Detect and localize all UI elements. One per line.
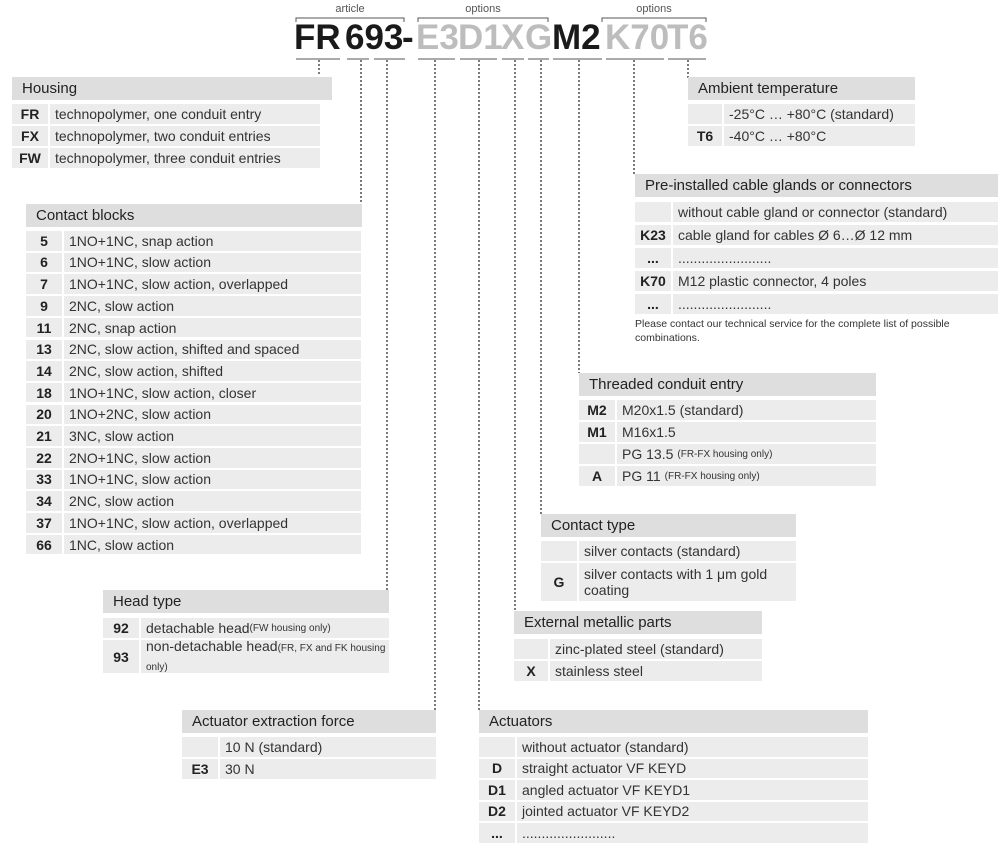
code-segment-metallic-parts: X xyxy=(501,18,525,57)
contact-block-row xyxy=(26,231,361,251)
option-code: D2 xyxy=(479,802,515,822)
option-code: D xyxy=(479,759,515,779)
cable-gland-row xyxy=(635,225,998,245)
option-text xyxy=(617,422,876,442)
conduit-entry-row xyxy=(579,400,876,420)
contact-block-row xyxy=(26,448,361,468)
option-code: X xyxy=(514,661,548,681)
option-code: ... xyxy=(635,248,671,268)
option-text-main: detachable head xyxy=(146,620,250,636)
option-code: 14 xyxy=(26,361,62,381)
option-text xyxy=(617,466,876,486)
actuators-title: Actuators xyxy=(479,710,868,733)
option-text: -25°C … +80°C (standard) xyxy=(724,104,915,124)
extraction-force-title: Actuator extraction force xyxy=(182,710,436,733)
cable-glands-title: Pre-installed cable glands or connectors xyxy=(635,174,998,197)
code-segment-article: 693 xyxy=(345,18,404,57)
option-text: silver contacts (standard) xyxy=(579,541,796,561)
option-code: FR xyxy=(12,104,48,124)
option-text xyxy=(141,618,389,638)
option-code: 20 xyxy=(26,405,62,425)
actuator-row xyxy=(479,802,868,822)
option-text: ........................ xyxy=(673,294,998,314)
housing-row xyxy=(12,104,320,124)
code-segment-actuator: D1 xyxy=(458,18,503,57)
option-text: 1NO+2NC, slow action xyxy=(64,405,361,425)
option-code: ... xyxy=(635,294,671,314)
option-text: 2NC, slow action xyxy=(64,491,361,511)
cable-gland-row xyxy=(635,202,998,222)
code-segment-contact-type: G xyxy=(525,18,553,57)
option-code: 6 xyxy=(26,253,62,273)
head-type-title: Head type xyxy=(103,590,389,613)
option-code: 13 xyxy=(26,340,62,360)
option-text-main: non-detachable head xyxy=(146,637,278,654)
extraction-force-row xyxy=(182,737,436,757)
conduit-entry-row xyxy=(579,444,876,464)
code-segment-temperature: T6 xyxy=(667,18,708,57)
option-text: 2NC, slow action, shifted xyxy=(64,361,361,381)
article-label: article xyxy=(335,3,365,15)
option-text: 1NO+1NC, slow action xyxy=(64,253,361,273)
ambient-temperature-row xyxy=(688,126,915,146)
option-text: 2NC, snap action xyxy=(64,318,361,338)
metallic-parts-row xyxy=(514,661,762,681)
contact-block-row xyxy=(26,426,361,446)
option-code: M2 xyxy=(579,400,615,420)
option-text: straight actuator VF KEYD xyxy=(517,759,868,779)
option-text: technopolymer, two conduit entries xyxy=(50,126,320,146)
option-code xyxy=(541,541,577,561)
option-text: 1NO+1NC, slow action xyxy=(64,470,361,490)
option-code: 37 xyxy=(26,513,62,533)
code-segment-extraction-force: E3 xyxy=(416,18,459,57)
option-code: 7 xyxy=(26,274,62,294)
head-type-row xyxy=(103,618,389,638)
contact-block-row xyxy=(26,470,361,490)
options-label-2: options xyxy=(636,3,672,15)
extraction-force-row xyxy=(182,759,436,779)
metallic-parts-row xyxy=(514,639,762,659)
option-text: cable gland for cables Ø 6…Ø 12 mm xyxy=(673,225,998,245)
conduit-entry-row xyxy=(579,466,876,486)
option-text: 1NO+1NC, slow action, overlapped xyxy=(64,513,361,533)
option-text-note: (FW housing only) xyxy=(249,622,331,634)
option-code: 92 xyxy=(103,618,139,638)
housing-row xyxy=(12,126,320,146)
option-text xyxy=(141,637,389,673)
code-segment-conduit-entry: M2 xyxy=(552,18,601,57)
option-text: 1NO+1NC, slow action, closer xyxy=(64,383,361,403)
actuator-row xyxy=(479,780,868,800)
option-text-note: (FR-FX housing only) xyxy=(664,470,760,482)
contact-block-row xyxy=(26,513,361,533)
option-text: 30 N xyxy=(220,759,436,779)
contact-type-title: Contact type xyxy=(541,514,796,537)
contact-block-row xyxy=(26,296,361,316)
option-code: 93 xyxy=(103,640,139,673)
option-text: ........................ xyxy=(517,823,868,843)
cable-glands-note: Please contact our technical service for the complete list of possible combinations. xyxy=(635,318,950,344)
option-text: 2NO+1NC, slow action xyxy=(64,448,361,468)
contact-block-row xyxy=(26,405,361,425)
option-text xyxy=(617,444,876,464)
option-text: 1NO+1NC, snap action xyxy=(64,231,361,251)
ambient-temperature-title: Ambient temperature xyxy=(688,77,915,100)
option-text: 2NC, slow action xyxy=(64,296,361,316)
cable-gland-row xyxy=(635,248,998,268)
contact-block-row xyxy=(26,318,361,338)
actuator-row xyxy=(479,759,868,779)
option-code: 33 xyxy=(26,470,62,490)
option-text: 2NC, slow action, shifted and spaced xyxy=(64,340,361,360)
option-code: T6 xyxy=(688,126,722,146)
contact-block-row xyxy=(26,340,361,360)
option-code: A xyxy=(579,466,615,486)
option-text-note: (FR, FX and FK housing only) xyxy=(146,642,386,673)
actuator-row xyxy=(479,823,868,843)
option-code: K23 xyxy=(635,225,671,245)
option-code xyxy=(479,737,515,757)
housing-row xyxy=(12,148,320,168)
option-code: 18 xyxy=(26,383,62,403)
option-code: M1 xyxy=(579,422,615,442)
option-text: 1NC, slow action xyxy=(64,535,361,555)
contact-blocks-title: Contact blocks xyxy=(26,204,362,227)
option-code: FX xyxy=(12,126,48,146)
option-code: E3 xyxy=(182,759,218,779)
option-text: without cable gland or connector (standard) xyxy=(673,202,998,222)
option-text: silver contacts with 1 μm gold coating xyxy=(579,563,796,601)
code-segment-cable-glands: K70 xyxy=(605,18,670,57)
option-text xyxy=(617,400,876,420)
head-type-row xyxy=(103,637,389,673)
option-text-main: M20x1.5 (standard) xyxy=(622,402,744,418)
ambient-temperature-row xyxy=(688,104,915,124)
contact-type-row xyxy=(541,563,796,601)
option-text: technopolymer, one conduit entry xyxy=(50,104,320,124)
option-code: G xyxy=(541,563,577,601)
option-code: 5 xyxy=(26,231,62,251)
options-label-1: options xyxy=(465,3,501,15)
contact-block-row xyxy=(26,535,361,555)
option-text: 10 N (standard) xyxy=(220,737,436,757)
option-text: zinc-plated steel (standard) xyxy=(550,639,762,659)
option-text: ........................ xyxy=(673,248,998,268)
contact-block-row xyxy=(26,361,361,381)
option-text: jointed actuator VF KEYD2 xyxy=(517,802,868,822)
code-segment-dash: - xyxy=(402,18,414,57)
contact-block-row xyxy=(26,491,361,511)
code-segment-housing: FR xyxy=(294,18,341,57)
option-code: 66 xyxy=(26,535,62,555)
option-text: technopolymer, three conduit entries xyxy=(50,148,320,168)
contact-block-row xyxy=(26,383,361,403)
option-code: D1 xyxy=(479,780,515,800)
option-code: 9 xyxy=(26,296,62,316)
option-code xyxy=(514,639,548,659)
option-text: angled actuator VF KEYD1 xyxy=(517,780,868,800)
option-text-note: (FR-FX housing only) xyxy=(677,448,773,460)
option-code: ... xyxy=(479,823,515,843)
option-text: 1NO+1NC, slow action, overlapped xyxy=(64,274,361,294)
contact-block-row xyxy=(26,274,361,294)
option-text: stainless steel xyxy=(550,661,762,681)
option-text: M12 plastic connector, 4 poles xyxy=(673,271,998,291)
conduit-entry-title: Threaded conduit entry xyxy=(579,373,876,396)
option-code: K70 xyxy=(635,271,671,291)
actuator-row xyxy=(479,737,868,757)
option-text: -40°C … +80°C xyxy=(724,126,915,146)
option-text-main: M16x1.5 xyxy=(622,424,676,440)
option-text: 3NC, slow action xyxy=(64,426,361,446)
option-code xyxy=(688,104,722,124)
option-code: 21 xyxy=(26,426,62,446)
conduit-entry-row xyxy=(579,422,876,442)
housing-title: Housing xyxy=(12,77,332,100)
option-code: 34 xyxy=(26,491,62,511)
option-code xyxy=(579,444,615,464)
option-text: without actuator (standard) xyxy=(517,737,868,757)
option-code: 11 xyxy=(26,318,62,338)
option-code xyxy=(182,737,218,757)
contact-block-row xyxy=(26,253,361,273)
metallic-parts-title: External metallic parts xyxy=(514,611,762,634)
contact-type-row xyxy=(541,541,796,561)
cable-gland-row xyxy=(635,271,998,291)
option-text-main: PG 13.5 xyxy=(622,446,674,462)
option-code xyxy=(635,202,671,222)
option-code: 22 xyxy=(26,448,62,468)
option-code: FW xyxy=(12,148,48,168)
option-text-main: PG 11 xyxy=(622,468,661,484)
cable-gland-row xyxy=(635,294,998,314)
